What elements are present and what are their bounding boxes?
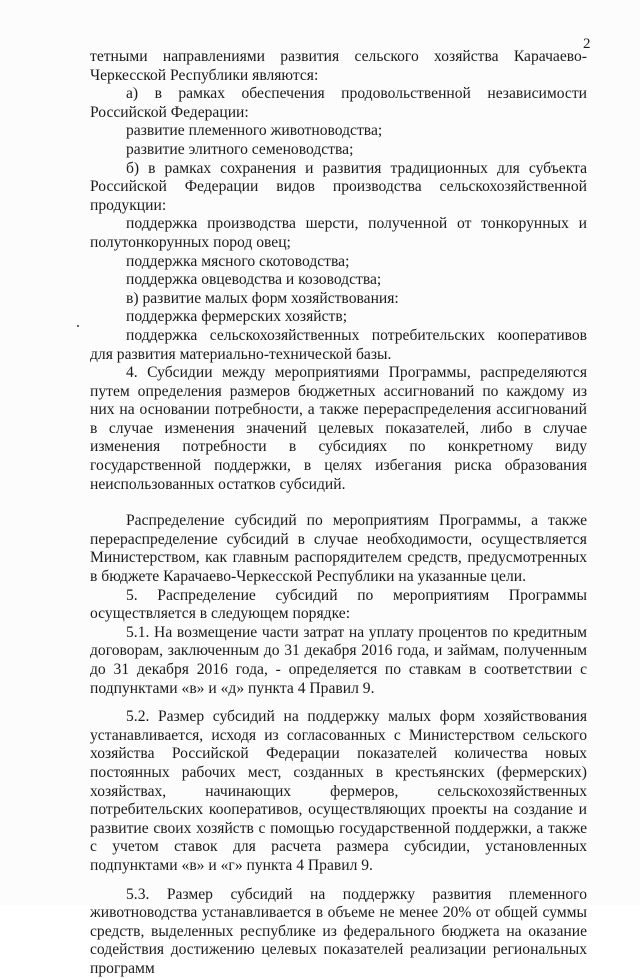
paragraph: поддержка производства шерсти, полученной от тонкорунных и полутонкорунных пород овец;: [90, 215, 587, 251]
paragraph: развитие элитного семеноводства;: [126, 140, 354, 158]
paragraph: 5.1. На возмещение части затрат на уплату процентов по кредитным договорам, заключенным до 31 декабря 2016 года, и займам, полученным до 31 декабря 2016 года, - определяется по ставкам в соответствии с подпунктами «в» и «д» пункта 4 Правил 9.: [90, 623, 587, 697]
paragraph: поддержка фермерских хозяйств;: [126, 308, 348, 326]
scan-speck: [77, 325, 79, 327]
page-number: 2: [583, 36, 591, 52]
paragraph: 5. Распределение субсидий по мероприятиям Программы осуществляется в следующем порядке:: [90, 586, 587, 623]
paragraph: 5.3. Размер субсидий на поддержку развития племенного животноводства устанавливается в объеме не менее 20% от общей суммы средств, выделенных республике из федерального бюджета на оказание содействия достижению целевых показателей реализации региональных программ: [90, 885, 587, 977]
paragraph: в) развитие малых форм хозяйствования:: [126, 289, 399, 307]
paragraph: 4. Субсидии между мероприятиями Программы, распределяются путем определения размеров бюджетных ассигнований по каждому из них на основании потребности, а также перераспределения ассигнований в случае изменения значений целевых показателей, либо в случае изменения потребности в субсидиях по конкретному виду государственной поддержки, в целях избегания риска образования неиспользованных остатков субсидий.: [90, 364, 587, 493]
paragraph: 5.2. Размер субсидий на поддержку малых форм хозяйствования устанавливается, исходя из согласованных с Министерством сельского хозяйства Российской Федерации показателей количества новых постоянных рабочих мест, созданных в крестьянских (фермерских) хозяйствах, начинающих фермеров, сельскохозяйственных потребительских кооперативов, осуществляющих проекты на создание и развитие своих хозяйств с помощью государственной поддержки, а также с учетом ставок для расчета размера субсидии, установленных подпунктами «в» и «г» пункта 4 Правил 9.: [90, 708, 587, 874]
paragraph: поддержка овцеводства и козоводства;: [126, 271, 382, 289]
paragraph: поддержка мясного скотоводства;: [126, 252, 350, 270]
paragraph: Распределение субсидий по мероприятиям Программы, а также перераспределение субсидий в случае необходимости, осуществляется Министерством, как главным распорядителем средств, предусмотренных в бюджете Карачаево-Черкесской Республики на указанные цели.: [90, 512, 587, 586]
document-body: [90, 48, 587, 979]
paragraph: б) в рамках сохранения и развития традиционных для субъекта Российской Федерации видов производства сельскохозяйственной продукции:: [90, 159, 587, 214]
paragraph: тетными направлениями развития сельского хозяйства Карачаево-Черкесской Республики являются:: [90, 48, 587, 84]
paragraph: развитие племенного животноводства;: [126, 122, 383, 140]
paragraph: поддержка сельскохозяйственных потребительских кооперативов для развития материально-технической базы.: [90, 326, 587, 363]
paragraph: а) в рамках обеспечения продовольственной независимости Российской Федерации:: [90, 85, 587, 121]
